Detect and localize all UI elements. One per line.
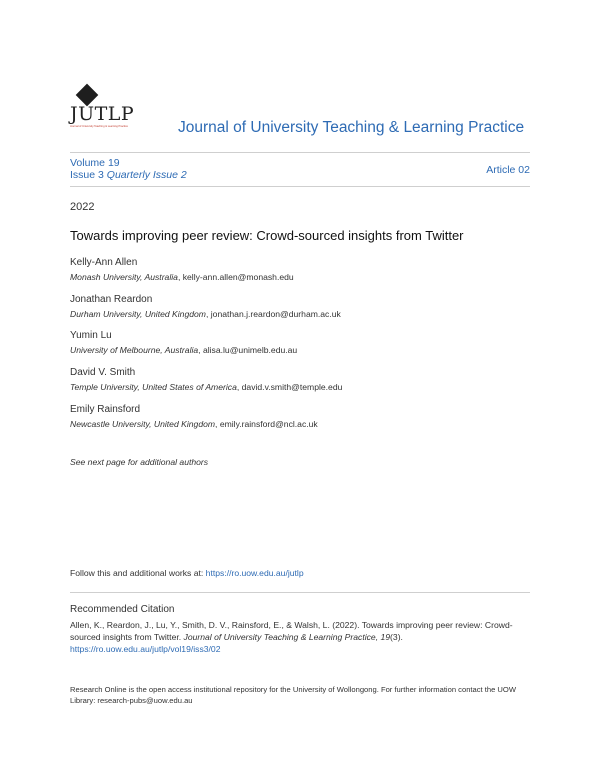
author-name: David V. Smith [70,367,136,378]
additional-authors-note: See next page for additional authors [70,457,209,467]
author-name: Emily Rainsford [70,404,141,415]
author-name: Kelly-Ann Allen [70,257,138,268]
article-number[interactable]: Article 02 [486,164,530,176]
divider [70,152,530,153]
journal-logo [70,84,138,136]
author-entry [70,294,540,320]
author-affiliation: Durham University, United Kingdom, jonathan.j.reardon@durham.ac.uk [70,309,341,319]
volume-link[interactable]: Volume 19 [70,157,120,169]
author-affiliation: University of Melbourne, Australia, alisa.lu@unimelb.edu.au [70,345,298,355]
issue-link[interactable]: Issue 3 Quarterly Issue 2 [70,169,187,181]
author-name: Jonathan Reardon [70,294,153,305]
author-affiliation: Newcastle University, United Kingdom, emily.rainsford@ncl.ac.uk [70,419,318,429]
article-title: Towards improving peer review: Crowd-sourced insights from Twitter [70,228,464,243]
publication-year: 2022 [70,201,95,213]
journal-title[interactable]: Journal of University Teaching & Learning Practice [178,119,525,136]
author-affiliation: Temple University, United States of America, david.v.smith@temple.edu [70,382,343,392]
author-entry [70,404,540,430]
logo-subtext: Journal of University Teaching & Learning Practice [70,125,128,128]
author-name: Yumin Lu [70,330,112,341]
volume-issue [70,157,187,181]
divider [70,186,530,187]
repository-footer: Research Online is the open access institutional repository for the University of Wollongong. For further information contact the UOW Library: research-pubs@uow.edu.au [70,685,516,705]
follow-line [70,568,304,578]
author-affiliation: Monash University, Australia, kelly-ann.allen@monash.edu [70,272,294,282]
collection-link[interactable]: https://ro.uow.edu.au/jutlp [205,568,304,578]
recommended-citation: Allen, K., Reardon, J., Lu, Y., Smith, D. V., Rainsford, E., & Walsh, L. (2022). Towards improving peer review: Crowd-sourced insights from Twitter. Journal of University Teaching & Learning Practice, 19(3). https://ro.uow.edu.au/jutlp/vol19/iss3/02 [70,620,513,654]
author-entry [70,367,540,393]
follow-text: Follow this and additional works at: [70,568,206,578]
logo-text: JUTLP [70,103,135,125]
author-entry [70,330,540,356]
recommended-citation-heading: Recommended Citation [70,604,175,615]
citation-link[interactable]: https://ro.uow.edu.au/jutlp/vol19/iss3/02 [70,644,221,654]
author-entry [70,257,540,283]
divider [70,592,530,593]
